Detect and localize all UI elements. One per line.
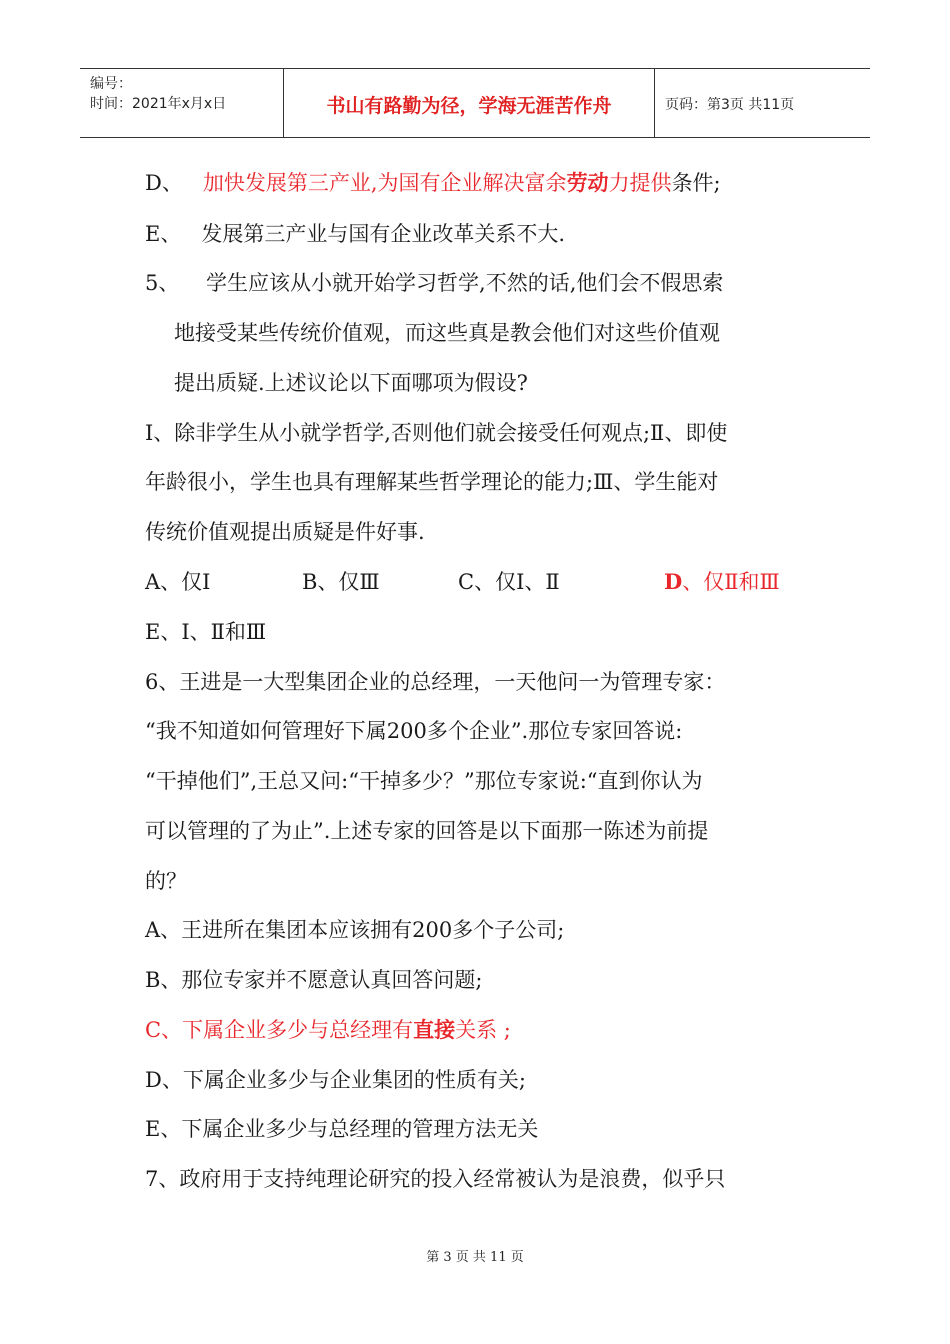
- header-motto-cell: [283, 69, 655, 137]
- q5-option-a: A、仅Ⅰ: [145, 570, 211, 594]
- question-5-line-2: 地接受某些传统价值观，而这些真是教会他们对这些价值观: [174, 321, 720, 345]
- premise-line-2: 年龄很小，学生也具有理解某些哲学理论的能力;Ⅲ、学生能对: [145, 470, 719, 494]
- q5-option-e: E、Ⅰ、Ⅱ和Ⅲ: [145, 620, 267, 644]
- page-header: [80, 68, 870, 138]
- option-d-line: [145, 168, 721, 198]
- q6-option-a: A、王进所在集团本应该拥有200多个子公司;: [145, 918, 565, 942]
- option-d-red-text-2: 力提供: [608, 171, 672, 195]
- header-info-cell: [80, 69, 282, 137]
- q5-option-d: [664, 567, 780, 597]
- code-label: 编号：: [90, 76, 132, 92]
- question-5-line-3: 提出质疑.上述议论以下面哪项为假设?: [174, 371, 528, 395]
- option-d-red-text: 加快发展第三产业,为国有企业解决富余: [202, 171, 567, 195]
- page-label: 页码：第3页 共11页: [665, 97, 795, 113]
- question-6-line-4: 可以管理的了为止”.上述专家的回答是以下面那一陈述为前提: [145, 819, 709, 843]
- question-6-line-1: 6、王进是一大型集团企业的总经理，一天他问一为管理专家：: [145, 670, 726, 694]
- q5-option-c: C、仅Ⅰ、Ⅱ: [458, 570, 560, 594]
- q6-option-d: D、下属企业多少与企业集团的性质有关;: [145, 1068, 526, 1092]
- page-footer: 第 3 页 共 11 页: [426, 1250, 524, 1265]
- date-label: 时间：2021年x月x日: [90, 96, 227, 112]
- option-d-prefix: D、: [145, 171, 203, 195]
- question-6-line-2: “我不知道如何管理好下属200多个企业”.那位专家回答说:: [145, 719, 683, 743]
- option-d-bold-text: 劳动: [566, 170, 609, 195]
- premise-line-3: 传统价值观提出质疑是件好事.: [145, 520, 425, 544]
- question-6-line-3: “干掉他们”,王总又问:“干掉多少？”那位专家说:“直到你认为: [145, 769, 703, 793]
- header-page-cell: [655, 69, 870, 137]
- q6-option-c: [145, 1015, 511, 1045]
- question-6-line-5: 的？: [145, 869, 187, 893]
- question-5-line-1: 5、 学生应该从小就开始学习哲学,不然的话,他们会不假思索: [145, 271, 724, 295]
- q5-option-d-letter: D: [664, 569, 683, 594]
- option-e-line: E、 发展第三产业与国有企业改革关系不大.: [145, 222, 566, 246]
- premise-line-1: Ⅰ、除非学生从小就学哲学,否则他们就会接受任何观点;Ⅱ、即使: [145, 421, 728, 445]
- q5-option-b: B、仅Ⅲ: [302, 570, 380, 594]
- q6-option-c-tail: 关系 ;: [455, 1018, 511, 1042]
- q6-option-c-text: C、下属企业多少与总经理有: [145, 1018, 414, 1042]
- q6-option-b: B、那位专家并不愿意认真回答问题;: [145, 968, 483, 992]
- q6-option-c-bold: 直接: [413, 1017, 456, 1042]
- q5-option-d-text: 、仅Ⅱ和Ⅲ: [682, 570, 780, 594]
- motto: 书山有路勤为径，学海无涯苦作舟: [326, 95, 612, 117]
- question-7-line-1: 7、政府用于支持纯理论研究的投入经常被认为是浪费，似乎只: [145, 1167, 726, 1191]
- q6-option-e: E、下属企业多少与总经理的管理方法无关: [145, 1117, 539, 1141]
- option-d-tail: 条件;: [671, 171, 721, 195]
